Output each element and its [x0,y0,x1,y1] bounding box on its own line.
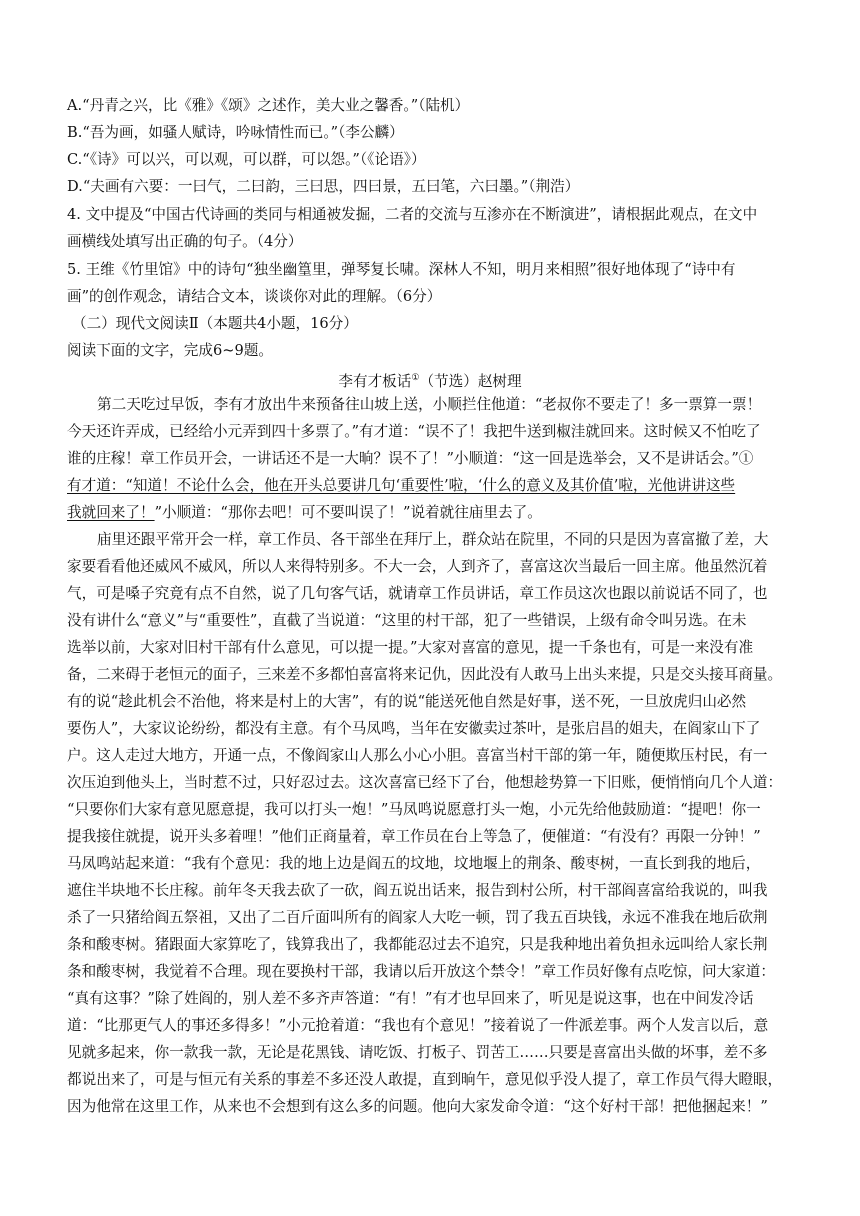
para2-line-7: 有的说“趁此机会不治他，将来是村上的大害”，有的说“能送死他自然是好事，送不死，一旦放虎归山必然 [67,693,747,710]
para2-line-14: 遮住半块地不长庄稼。前年冬天我去砍了一砍，阎五说出话来，报告到村公所，村干部阎喜富给我说的，叫我 [67,882,768,899]
section-heading: （二）现代文阅读Ⅱ（本题共4小题，16分） [72,315,358,332]
footnote-marker: ① [411,373,420,383]
article-title-suffix: （节选）赵树理 [419,373,522,390]
para2-line-5: 选举以前，大家对旧村干部有什么意见，可以提一提。”大家对喜富的意见，提一千条也有，可是一来没有准 [67,639,754,656]
para2-line-6: 备，二来碍于老恒元的面子，三来差不多都怕喜富将来记仇，因此没有人敢马上出头来提，只是交头接耳商量。 [67,666,783,683]
para1-line-2: 今天还许弄成，已经给小元弄到四十多票了。”有才道：“误不了！我把牛送到椒洼就回来。这时候又不怕吃了 [67,423,761,440]
para2-line-8: 要伤人”，大家议论纷纷，都没有主意。有个马凤鸣，当年在安徽卖过茶叶，是张启昌的姐夫，在阎家山下了 [67,720,761,737]
para1-line-3: 谁的庄稼！章工作员开会，一讲话还不是一大晌？误不了！”小顺道：“这一回是选举会，又不是讲话会。”① [67,450,754,467]
para2-line-12: 提我接住就提，说开头多着哩！”他们正商量着，章工作员在台上等急了，便催道：“有没有？再限一分钟！” [67,828,761,845]
para2-line-19: 道：“比那更气人的事还多得多！”小元抢着道：“我也有个意见！”接着说了一件派差事。两个人发言以后，意 [67,1017,769,1034]
reading-instruction: 阅读下面的文字，完成6~9题。 [67,342,273,359]
article-title [0,367,860,393]
para2-line-9: 户。这人走过大地方，开通一点，不像阎家山人那么小心小胆。喜富当村干部的第一年，随便欺压村民，有一 [67,747,768,764]
option-d: D.“夫画有六要：一曰气，二曰韵，三曰思，四曰景，五曰笔，六曰墨。”（荆浩） [67,178,580,195]
option-c: C.“《诗》可以兴，可以观，可以群，可以怨。”（《论语》） [67,151,426,168]
question-5-line-2: 画”的创作观念，请结合文本，谈谈你对此的理解。（6分） [67,288,442,305]
option-a: A.“丹青之兴，比《雅》《颂》之述作，美大业之馨香。”（陆机） [67,97,470,114]
question-4-line-1: 4. 文中提及“中国古代诗画的类同与相通被发掘，二者的交流与互渗亦在不断演进”，请根据此观点，在文中 [67,206,758,223]
para2-line-15: 杀了一只猪给阎五祭祖，又出了二百斤面叫所有的阎家人大吃一顿，罚了我五百块钱，永远不准我在地后砍荆 [67,909,768,926]
para2-line-4: 没有讲什么“意义”与“重要性”，直截了当说道：“这里的村干部，犯了一些错误，上级有命令叫另选。在未 [67,612,747,629]
option-b: B.“吾为画，如骚人赋诗，吟咏情性而已。”（李公麟） [67,124,404,141]
para2-line-18: “真有这事？”除了姓阎的，别人差不多齐声答道：“有！”有才也早回来了，听见是说这事，也在中间发冷话 [67,990,754,1007]
question-5-line-1: 5. 王维《竹里馆》中的诗句“独坐幽篁里，弹琴复长啸。深林人不知，明月来相照”很好地体现了“诗中有 [67,261,736,278]
para1-line-5-rest: ”小顺道：“那你去吧！可不要叫误了！”说着就往庙里去了。 [154,504,542,521]
para2-line-16: 条和酸枣树。猪跟面大家算吃了，钱算我出了，我都能忍过去不追究，只是我种地出着负担永远叫给人家长荆 [67,936,768,953]
para2-line-2: 家要看看他还威风不威风，所以人来得特别多。不大一会，人到齐了，喜富这次当最后一回主席。他虽然沉着 [67,558,768,575]
para2-line-1: 庙里还跟平常开会一样，章工作员、各干部坐在拜厅上，群众站在院里，不同的只是因为喜富撤了差，大 [97,531,769,548]
article-title-text: 李有才板话 [338,373,412,390]
para1-line-1: 第二天吃过早饭，李有才放出牛来预备往山坡上送，小顺拦住他道：“老叔你不要走了！多一票算一票！ [97,396,762,413]
para2-line-13: 马凤鸣站起来道：“我有个意见：我的地上边是阎五的坟地，坟地堰上的荆条、酸枣树，一直长到我的地后， [67,855,761,872]
question-4-line-2: 画横线处填写出正确的句子。（4分） [67,233,303,250]
para2-line-10: 次压迫到他头上，当时惹不过，只好忍过去。这次喜富已经下了台，他想趁势算一下旧账，便悄悄向几个人道： [67,774,783,791]
para1-line-4-underlined: 有才道：“知道！不论什么会，他在开头总要讲几句‘重要性’啦，‘什么的意义及其价值’啦，光他讲讲这些 [67,477,736,494]
para2-line-17: 条和酸枣树，我觉着不合理。现在要换村干部，我请以后开放这个禁令！”章工作员好像有点吃惊，问大家道： [67,963,775,980]
para2-line-3: 气，可是嗓子究竟有点不自然，说了几句客气话，就请章工作员讲话，章工作员这次也跟以前说话不同了，也 [67,585,768,602]
para1-line-5 [67,502,795,524]
para2-line-11: “只要你们大家有意见愿意提，我可以打头一炮！”马凤鸣说愿意打头一炮，小元先给他鼓励道：“提吧！你一 [67,801,761,818]
para2-line-21: 都说出来了，可是与恒元有关系的事差不多还没人敢提，直到晌午，意见似乎没人提了，章工作员气得大瞪眼， [67,1071,783,1088]
para2-line-22: 因为他常在这里工作，从来也不会想到有这么多的问题。他向大家发命令道：“这个好村干部！把他捆起来！” [67,1098,768,1115]
para2-line-20: 见就多起来，你一款我一款，无论是花黑钱、请吃饭、打板子、罚苦工……只要是喜富出头做的坏事，差不多 [67,1044,768,1061]
underlined-sentence-end: 我就回来了！ [67,504,155,521]
